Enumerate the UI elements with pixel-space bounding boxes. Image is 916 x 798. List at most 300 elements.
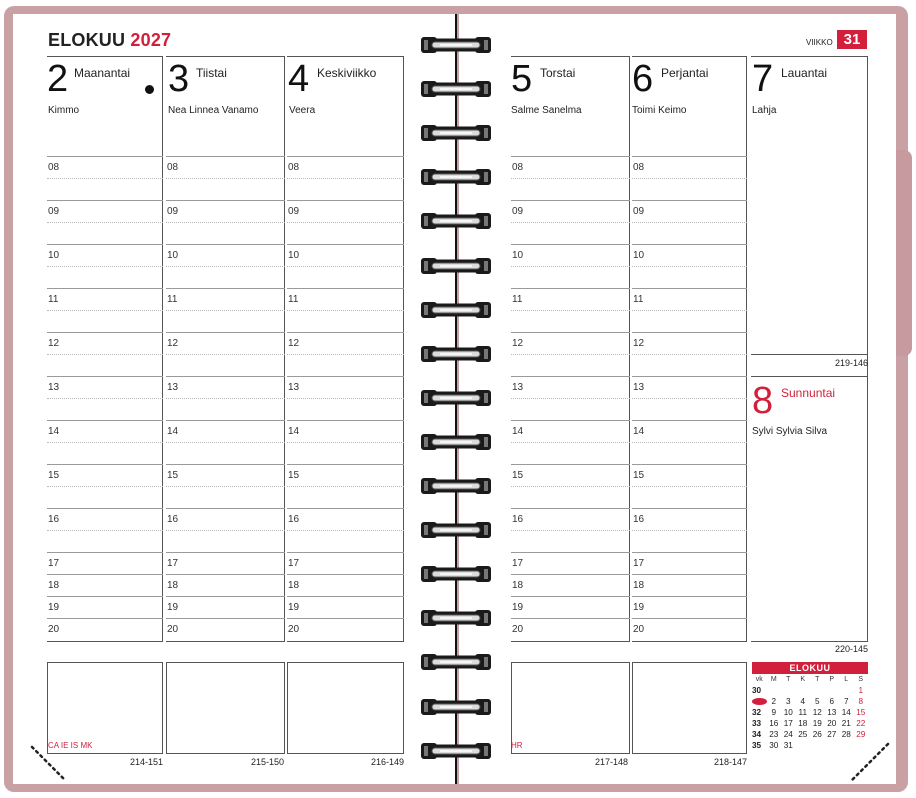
day-number: 6 xyxy=(632,58,654,100)
hour-line xyxy=(511,552,630,553)
half-hour-line xyxy=(166,354,285,355)
day-of-year-code: 216-149 xyxy=(371,757,405,767)
hour-label: 13 xyxy=(633,382,645,393)
hour-label: 19 xyxy=(167,602,179,613)
weekday-header: T xyxy=(786,676,791,683)
column-bottom xyxy=(47,641,163,642)
hour-line xyxy=(632,464,747,465)
mini-calendar-day: 28 xyxy=(841,730,851,739)
half-hour-line xyxy=(632,530,747,531)
binder-ring-icon xyxy=(420,343,492,365)
half-hour-line xyxy=(47,310,163,311)
mini-calendar-day xyxy=(825,740,840,751)
mini-calendar-day: 24 xyxy=(783,730,793,739)
day-number: 7 xyxy=(752,58,774,100)
weekend-divider xyxy=(751,354,868,355)
day-name: Maanantai xyxy=(74,66,131,80)
hour-line xyxy=(166,332,285,333)
mini-calendar-day: 21 xyxy=(841,719,851,728)
mini-calendar-day: 7 xyxy=(843,697,849,706)
mini-calendar-day xyxy=(781,685,796,696)
mini-calendar-day: 4 xyxy=(800,697,806,706)
week-number: 35 xyxy=(752,741,762,750)
hour-label: 18 xyxy=(633,580,645,591)
mini-calendar-day: 31 xyxy=(783,741,793,750)
half-hour-line xyxy=(166,266,285,267)
hour-line xyxy=(166,420,285,421)
hour-line xyxy=(511,420,630,421)
binder-ring-icon xyxy=(420,696,492,718)
hour-line xyxy=(47,244,163,245)
hour-line xyxy=(47,156,163,157)
hour-line xyxy=(47,574,163,575)
half-hour-line xyxy=(47,178,163,179)
hour-line xyxy=(511,574,630,575)
hour-line xyxy=(632,288,747,289)
binder-ring-icon xyxy=(420,210,492,232)
column-top xyxy=(287,56,404,57)
hour-line xyxy=(287,376,404,377)
current-week-dot-icon xyxy=(752,698,767,705)
half-hour-line xyxy=(511,398,630,399)
notes-box[interactable] xyxy=(511,662,630,754)
hour-label: 08 xyxy=(633,162,645,173)
hour-line xyxy=(632,508,747,509)
hour-line xyxy=(47,552,163,553)
hour-line xyxy=(287,420,404,421)
weekday-header: S xyxy=(858,676,864,683)
hour-label: 14 xyxy=(48,426,60,437)
binder-ring-icon xyxy=(420,299,492,321)
binder-ring-icon xyxy=(420,255,492,277)
column-bottom xyxy=(287,641,404,642)
half-hour-line xyxy=(632,442,747,443)
mini-calendar-day xyxy=(825,685,840,696)
hour-line xyxy=(287,596,404,597)
hour-line xyxy=(632,618,747,619)
hour-label: 18 xyxy=(512,580,524,591)
hour-label: 17 xyxy=(288,558,300,569)
half-hour-line xyxy=(166,486,285,487)
binder-ring-icon xyxy=(420,78,492,100)
half-hour-line xyxy=(166,310,285,311)
hour-label: 10 xyxy=(633,250,645,261)
hour-line xyxy=(511,288,630,289)
hour-line xyxy=(632,244,747,245)
notes-box[interactable] xyxy=(287,662,404,754)
hour-line xyxy=(166,244,285,245)
hour-line xyxy=(632,156,747,157)
half-hour-line xyxy=(511,442,630,443)
hour-line xyxy=(47,596,163,597)
hour-label: 15 xyxy=(167,470,179,481)
mini-calendar-day: 20 xyxy=(827,719,837,728)
hour-label: 14 xyxy=(633,426,645,437)
hour-label: 20 xyxy=(48,624,60,635)
week-label: VIIKKO xyxy=(806,38,833,47)
hour-label: 14 xyxy=(167,426,179,437)
mini-calendar-day: 18 xyxy=(798,719,808,728)
hour-line xyxy=(47,420,163,421)
week-number-badge: 31 xyxy=(837,30,867,49)
binder-ring-icon xyxy=(420,387,492,409)
mini-calendar-day xyxy=(839,685,854,696)
hour-label: 18 xyxy=(288,580,300,591)
hour-line xyxy=(287,200,404,201)
half-hour-line xyxy=(287,266,404,267)
half-hour-line xyxy=(47,222,163,223)
hour-line xyxy=(511,332,630,333)
hour-line xyxy=(511,156,630,157)
hour-label: 15 xyxy=(288,470,300,481)
mini-calendar xyxy=(752,662,868,751)
half-hour-line xyxy=(632,486,747,487)
week-number xyxy=(752,696,767,707)
day-number: 2 xyxy=(47,58,69,100)
hour-line xyxy=(287,508,404,509)
mini-calendar-day: 15 xyxy=(856,708,866,717)
weekday-header: K xyxy=(800,676,806,683)
holiday-country-codes: CA IE IS MK xyxy=(48,741,93,750)
day-name: Sunnuntai xyxy=(781,386,836,400)
month-title xyxy=(48,30,171,51)
half-hour-line xyxy=(511,354,630,355)
hour-label: 10 xyxy=(288,250,300,261)
binder-ring-icon xyxy=(420,563,492,585)
hour-label: 19 xyxy=(633,602,645,613)
hour-label: 13 xyxy=(48,382,60,393)
half-hour-line xyxy=(166,530,285,531)
name-day: Lahja xyxy=(752,105,777,116)
mini-calendar-day: 3 xyxy=(785,697,791,706)
today-marker-icon xyxy=(145,85,154,94)
day-of-year-code: 215-150 xyxy=(251,757,285,767)
half-hour-line xyxy=(47,266,163,267)
hour-label: 19 xyxy=(48,602,60,613)
hour-line xyxy=(632,574,747,575)
day-number: 4 xyxy=(288,58,310,100)
half-hour-line xyxy=(511,222,630,223)
month-name: ELOKUU xyxy=(48,30,126,50)
hour-line xyxy=(166,464,285,465)
hour-label: 14 xyxy=(288,426,300,437)
hour-label: 15 xyxy=(512,470,524,481)
binder-ring-icon xyxy=(420,519,492,541)
hour-line xyxy=(287,332,404,333)
column-top xyxy=(166,56,285,57)
hour-label: 10 xyxy=(48,250,60,261)
mini-calendar-day: 22 xyxy=(856,719,866,728)
holiday-country-codes: HR xyxy=(511,741,523,750)
hour-label: 08 xyxy=(512,162,524,173)
mini-calendar-day xyxy=(810,740,825,751)
week-number: 34 xyxy=(752,730,762,739)
notes-box[interactable] xyxy=(166,662,285,754)
half-hour-line xyxy=(632,178,747,179)
name-day: Sylvi Sylvia Silva xyxy=(752,426,828,437)
hour-line xyxy=(287,156,404,157)
hour-line xyxy=(287,574,404,575)
hour-line xyxy=(511,508,630,509)
half-hour-line xyxy=(287,398,404,399)
half-hour-line xyxy=(287,222,404,223)
mini-calendar-day: 23 xyxy=(769,730,779,739)
column-divider xyxy=(284,56,285,641)
hour-line xyxy=(47,332,163,333)
hour-line xyxy=(47,376,163,377)
column-bottom xyxy=(511,641,630,642)
binder-ring-icon xyxy=(420,431,492,453)
mini-calendar-day: 9 xyxy=(771,708,777,717)
half-hour-line xyxy=(632,310,747,311)
mini-calendar-week-row xyxy=(752,685,868,696)
hour-line xyxy=(511,200,630,201)
half-hour-line xyxy=(511,266,630,267)
hour-line xyxy=(511,464,630,465)
mini-calendar-day xyxy=(767,685,782,696)
hour-label: 11 xyxy=(167,294,178,305)
mini-calendar-week-row xyxy=(752,696,868,707)
hour-line xyxy=(47,288,163,289)
hour-label: 09 xyxy=(48,206,60,217)
column-top xyxy=(751,56,868,57)
half-hour-line xyxy=(511,486,630,487)
column-top xyxy=(511,56,630,57)
half-hour-line xyxy=(511,178,630,179)
hour-label: 08 xyxy=(167,162,179,173)
hour-label: 20 xyxy=(167,624,179,635)
day-number: 3 xyxy=(168,58,190,100)
hour-line xyxy=(287,464,404,465)
binder-ring-icon xyxy=(420,34,492,56)
half-hour-line xyxy=(287,486,404,487)
day-name: Torstai xyxy=(540,66,576,80)
half-hour-line xyxy=(47,398,163,399)
corner-marker-icon xyxy=(848,742,892,786)
hour-line xyxy=(166,156,285,157)
hour-label: 09 xyxy=(512,206,524,217)
year: 2027 xyxy=(130,30,172,50)
hour-label: 12 xyxy=(167,338,179,349)
hour-line xyxy=(632,332,747,333)
mini-calendar-title: ELOKUU xyxy=(752,662,868,674)
column-bottom xyxy=(632,641,747,642)
hour-line xyxy=(287,552,404,553)
hour-label: 15 xyxy=(633,470,645,481)
hour-label: 08 xyxy=(288,162,300,173)
hour-line xyxy=(47,200,163,201)
half-hour-line xyxy=(47,442,163,443)
hour-label: 12 xyxy=(633,338,645,349)
hour-label: 16 xyxy=(512,514,524,525)
mini-calendar-day: 13 xyxy=(827,708,837,717)
weekday-header: vk xyxy=(755,676,763,683)
hour-label: 09 xyxy=(167,206,179,217)
hour-line xyxy=(632,200,747,201)
hour-line xyxy=(632,552,747,553)
weekday-header: P xyxy=(829,676,835,683)
hour-label: 13 xyxy=(512,382,524,393)
half-hour-line xyxy=(632,266,747,267)
mini-calendar-day: 10 xyxy=(783,708,793,717)
mini-calendar-day xyxy=(796,740,811,751)
half-hour-line xyxy=(287,442,404,443)
column-divider xyxy=(403,56,404,641)
half-hour-line xyxy=(287,530,404,531)
weekday-header: L xyxy=(844,676,849,683)
mini-calendar-day: 12 xyxy=(812,708,822,717)
hour-label: 12 xyxy=(288,338,300,349)
mini-calendar-day xyxy=(796,685,811,696)
mini-calendar-day: 1 xyxy=(858,686,864,695)
hour-label: 13 xyxy=(167,382,179,393)
hour-line xyxy=(287,618,404,619)
name-day: Kimmo xyxy=(48,105,80,116)
mini-calendar-day: 27 xyxy=(827,730,837,739)
mini-calendar-day: 26 xyxy=(812,730,822,739)
hour-label: 10 xyxy=(167,250,179,261)
column-bottom xyxy=(751,641,868,642)
binder-ring-icon xyxy=(420,475,492,497)
hour-line xyxy=(166,288,285,289)
half-hour-line xyxy=(511,310,630,311)
half-hour-line xyxy=(287,178,404,179)
half-hour-line xyxy=(47,354,163,355)
day-of-year-code: 218-147 xyxy=(714,757,748,767)
hour-label: 16 xyxy=(288,514,300,525)
day-number: 8 xyxy=(752,380,774,422)
hour-line xyxy=(47,618,163,619)
hour-line xyxy=(632,596,747,597)
hour-line xyxy=(47,464,163,465)
hour-line xyxy=(47,508,163,509)
mini-calendar-day: 14 xyxy=(841,708,851,717)
hour-label: 11 xyxy=(48,294,59,305)
hour-line xyxy=(166,574,285,575)
hour-line xyxy=(166,376,285,377)
half-hour-line xyxy=(47,530,163,531)
mini-calendar-header-row xyxy=(752,674,868,685)
binder-ring-icon xyxy=(420,166,492,188)
day-name: Keskiviikko xyxy=(317,66,377,80)
mini-calendar-day: 25 xyxy=(798,730,808,739)
day-name: Tiistai xyxy=(196,66,227,80)
column-top xyxy=(47,56,163,57)
mini-calendar-day: 8 xyxy=(858,697,864,706)
half-hour-line xyxy=(287,354,404,355)
hour-line xyxy=(632,420,747,421)
hour-line xyxy=(166,200,285,201)
mini-calendar-day: 2 xyxy=(771,697,777,706)
half-hour-line xyxy=(166,442,285,443)
binder-ring-icon xyxy=(420,122,492,144)
half-hour-line xyxy=(511,530,630,531)
sunday-top xyxy=(751,376,868,377)
mini-calendar-grid xyxy=(752,674,868,751)
hour-line xyxy=(287,244,404,245)
day-of-year-code: 220-145 xyxy=(835,644,869,654)
hour-label: 16 xyxy=(167,514,179,525)
mini-calendar-day: 29 xyxy=(856,730,866,739)
notes-box[interactable] xyxy=(632,662,747,754)
hour-line xyxy=(166,618,285,619)
day-of-year-code: 219-146 xyxy=(835,358,869,368)
hour-label: 12 xyxy=(48,338,60,349)
hour-label: 17 xyxy=(48,558,60,569)
hour-label: 12 xyxy=(512,338,524,349)
column-divider xyxy=(746,56,747,641)
binder-ring-icon xyxy=(420,607,492,629)
hour-label: 08 xyxy=(48,162,60,173)
hour-label: 17 xyxy=(167,558,179,569)
hour-label: 20 xyxy=(633,624,645,635)
weekday-header: T xyxy=(815,676,820,683)
hour-label: 13 xyxy=(288,382,300,393)
day-of-year-code: 214-151 xyxy=(130,757,164,767)
mini-calendar-day: 5 xyxy=(814,697,820,706)
half-hour-line xyxy=(166,178,285,179)
week-number: 33 xyxy=(752,719,762,728)
half-hour-line xyxy=(632,398,747,399)
half-hour-line xyxy=(166,222,285,223)
half-hour-line xyxy=(287,310,404,311)
mini-calendar-week-row xyxy=(752,718,868,729)
hour-line xyxy=(166,508,285,509)
day-name: Perjantai xyxy=(661,66,709,80)
mini-calendar-week-row xyxy=(752,729,868,740)
mini-calendar-week-row xyxy=(752,707,868,718)
day-name: Lauantai xyxy=(781,66,828,80)
hour-label: 19 xyxy=(512,602,524,613)
hour-label: 16 xyxy=(633,514,645,525)
hour-label: 18 xyxy=(48,580,60,591)
hour-line xyxy=(511,618,630,619)
column-divider xyxy=(867,56,868,641)
hour-label: 20 xyxy=(288,624,300,635)
hour-label: 17 xyxy=(633,558,645,569)
binder-ring-icon xyxy=(420,651,492,673)
hour-label: 11 xyxy=(633,294,644,305)
hour-line xyxy=(511,376,630,377)
hour-label: 17 xyxy=(512,558,524,569)
mini-calendar-day: 11 xyxy=(798,708,807,717)
weekday-header: M xyxy=(770,676,777,683)
hour-label: 19 xyxy=(288,602,300,613)
name-day: Nea Linnea Vanamo xyxy=(168,105,259,116)
hour-line xyxy=(511,244,630,245)
hour-line xyxy=(166,552,285,553)
mini-calendar-day: 6 xyxy=(829,697,835,706)
week-number: 32 xyxy=(752,708,762,717)
half-hour-line xyxy=(632,222,747,223)
name-day: Toimi Keimo xyxy=(632,105,687,116)
day-number: 5 xyxy=(511,58,533,100)
hour-label: 11 xyxy=(512,294,523,305)
column-top xyxy=(632,56,747,57)
hour-line xyxy=(287,288,404,289)
hour-label: 14 xyxy=(512,426,524,437)
hour-line xyxy=(166,596,285,597)
column-divider xyxy=(629,56,630,641)
hour-label: 16 xyxy=(48,514,60,525)
mini-calendar-day: 17 xyxy=(783,719,793,728)
mini-calendar-day: 19 xyxy=(812,719,822,728)
hour-label: 20 xyxy=(512,624,524,635)
hour-label: 10 xyxy=(512,250,524,261)
hour-label: 11 xyxy=(288,294,299,305)
hour-label: 09 xyxy=(288,206,300,217)
hour-line xyxy=(511,596,630,597)
